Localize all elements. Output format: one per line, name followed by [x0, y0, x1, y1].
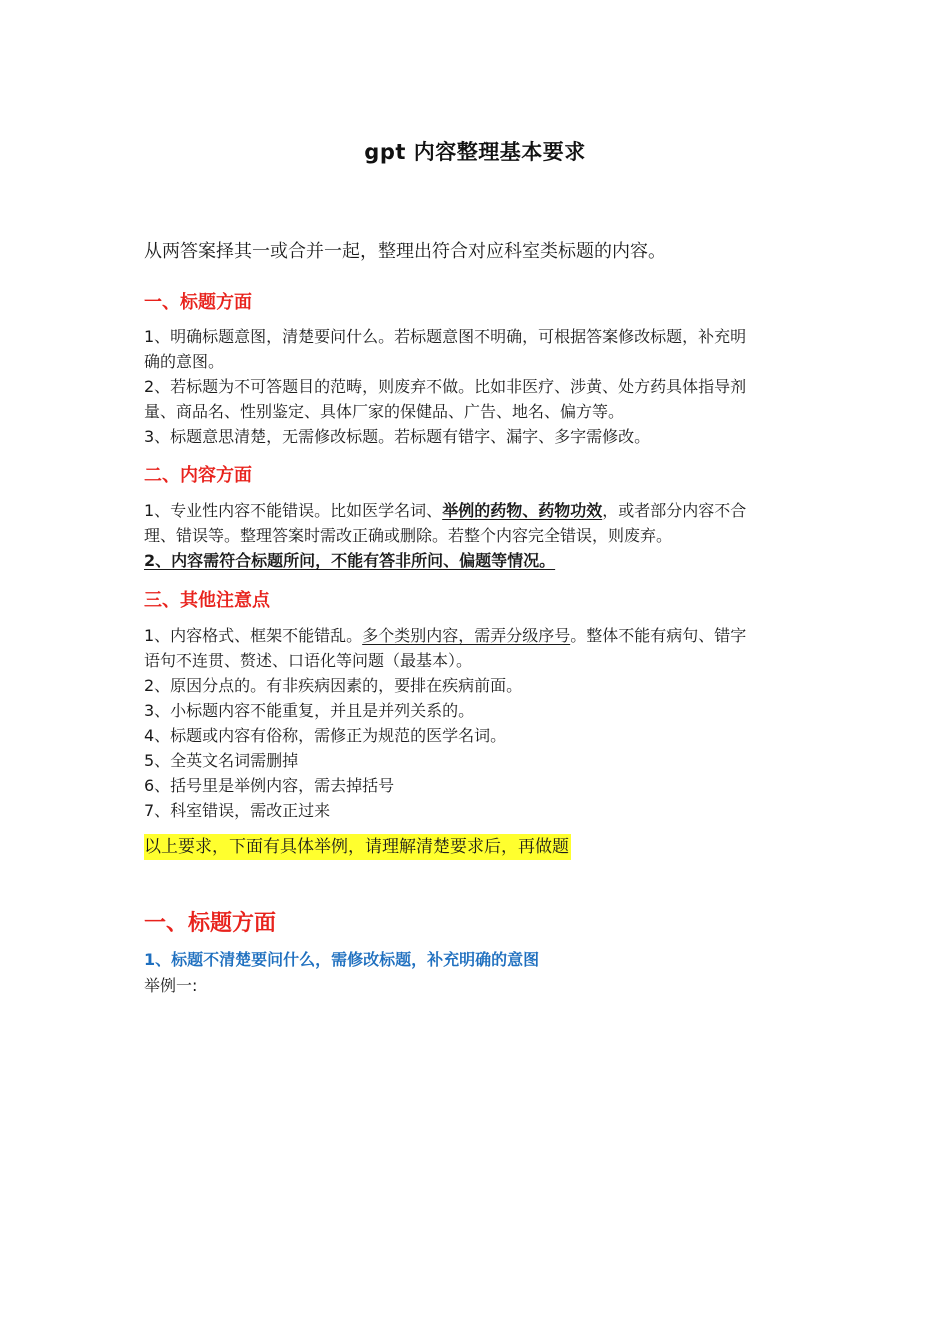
section-heading-other: 三、其他注意点	[144, 590, 270, 611]
section-title-line: 1、明确标题意图，清楚要问什么。若标题意图不明确，可根据答案修改标题，补充明	[144, 327, 747, 346]
section-content-line: 理、错误等。整理答案时需改正确或删除。若整个内容完全错误，则废弃。	[144, 526, 673, 545]
section-heading-title: 一、标题方面	[144, 292, 252, 313]
section-other-item: 5、全英文名词需删掉	[144, 751, 299, 770]
example-label: 举例一:	[144, 976, 198, 995]
section-content-body	[144, 498, 814, 573]
content-line1-tail: ，或者部分内容不合	[602, 501, 747, 520]
other-emphasis-numbering: 多个类别内容，需弄分级序号	[362, 626, 571, 645]
section-title-line: 确的意图。	[144, 352, 225, 371]
section-other-line: 语句不连贯、赘述、口语化等问题（最基本）。	[144, 651, 473, 670]
part2-subheading: 1、标题不清楚要问什么，需修改标题，补充明确的意图	[144, 950, 540, 969]
section-content-line	[144, 498, 814, 523]
highlighted-notice: 以上要求，下面有具体举例，请理解清楚要求后，再做题	[144, 834, 571, 860]
other-line1-tail: 。整体不能有病句、错字	[570, 626, 747, 645]
intro-paragraph: 从两答案择其一或合并一起，整理出符合对应科室类标题的内容。	[144, 241, 666, 262]
section-other-item: 2、原因分点的。有非疾病因素的，要排在疾病前面。	[144, 676, 523, 695]
other-line1-text: 1、内容格式、框架不能错乱。	[144, 626, 363, 645]
part2-heading: 一、标题方面	[144, 911, 277, 936]
section-other-item: 7、科室错误，需改正过来	[144, 801, 331, 820]
content-emphasis-drugs: 举例的药物、药物功效	[442, 501, 603, 520]
section-title-body	[144, 324, 814, 449]
section-other-item: 6、括号里是举例内容，需去掉括号	[144, 776, 395, 795]
content-line1-text: 1、专业性内容不能错误。比如医学名词、	[144, 501, 443, 520]
section-title-line: 2、若标题为不可答题目的范畴，则废弃不做。比如非医疗、涉黄、处方药具体指导剂	[144, 377, 747, 396]
section-other-item: 3、小标题内容不能重复，并且是并列关系的。	[144, 701, 475, 720]
section-content-rule: 2、内容需符合标题所问，不能有答非所问、偏题等情况。	[144, 551, 556, 570]
section-other-body	[144, 623, 814, 823]
section-other-item: 4、标题或内容有俗称，需修正为规范的医学名词。	[144, 726, 507, 745]
section-other-line	[144, 623, 814, 648]
document-title: gpt 内容整理基本要求	[364, 140, 586, 164]
section-title-line: 量、商品名、性别鉴定、具体厂家的保健品、广告、地名、偏方等。	[144, 402, 625, 421]
section-heading-content: 二、内容方面	[144, 465, 252, 486]
section-title-line: 3、标题意思清楚，无需修改标题。若标题有错字、漏字、多字需修改。	[144, 427, 651, 446]
